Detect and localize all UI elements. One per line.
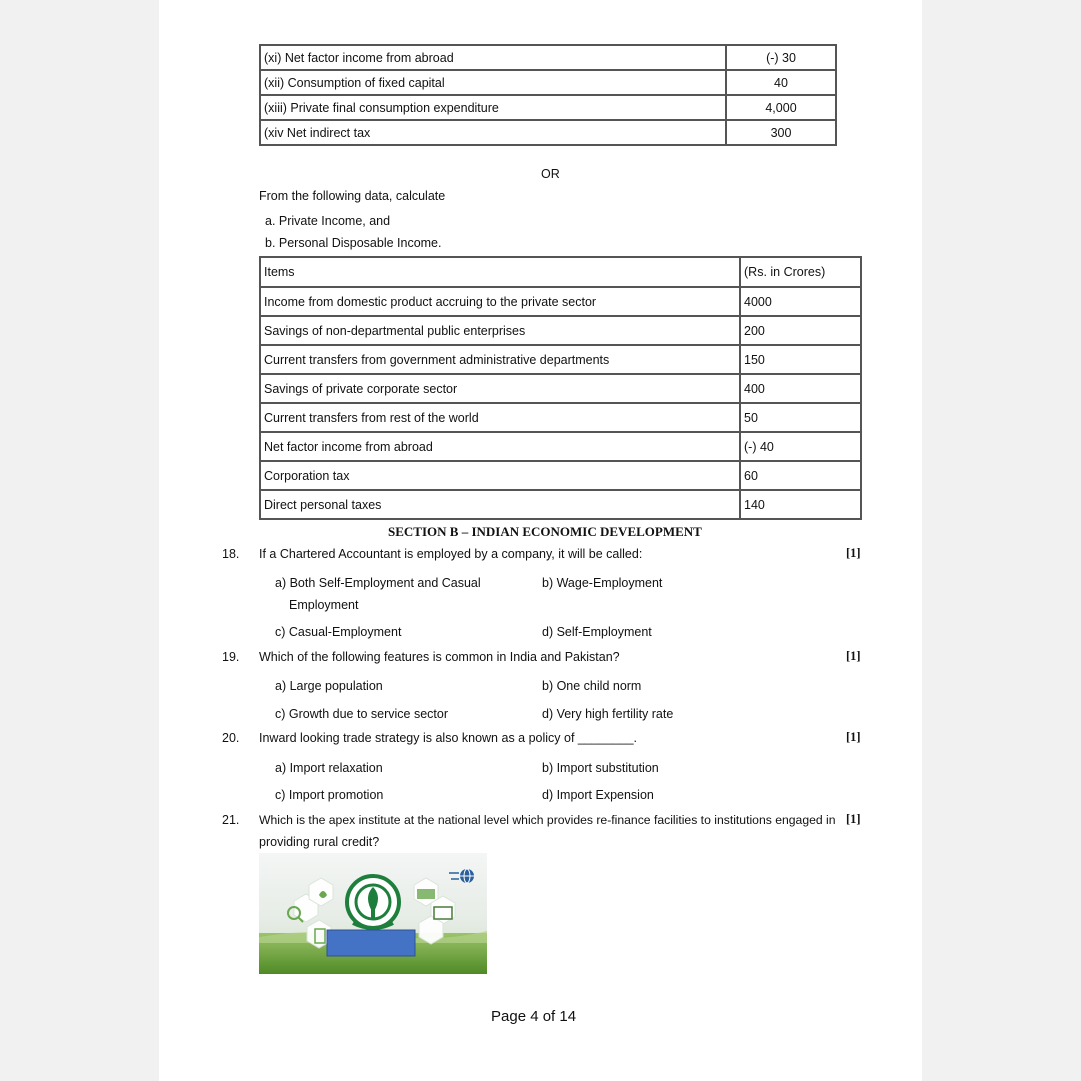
question-intro: From the following data, calculate	[259, 189, 446, 203]
option-c: c) Growth due to service sector	[275, 707, 448, 721]
table-header-row	[260, 257, 861, 287]
table-cell: 50	[740, 403, 861, 432]
table-cell: 4,000	[726, 95, 836, 120]
table-cell: 4000	[740, 287, 861, 316]
question-number: 19.	[222, 650, 240, 664]
marks-label: [1]	[846, 730, 861, 744]
question-text: Inward looking trade strategy is also known as a policy of ________.	[259, 731, 638, 745]
page-number: Page 4 of 14	[491, 1008, 577, 1025]
table-cell: (xiii) Private final consumption expenditure	[260, 95, 726, 120]
question-number: 21.	[222, 813, 240, 827]
table-row	[260, 316, 861, 345]
table-cell: 200	[740, 316, 861, 345]
document-page	[159, 0, 922, 1081]
table-row	[260, 95, 836, 120]
table-cell: Savings of private corporate sector	[260, 374, 740, 403]
question-part: a. Private Income, and	[265, 214, 391, 228]
table-row	[260, 345, 861, 374]
or-separator: OR	[541, 167, 560, 181]
table-cell: (-) 30	[726, 45, 836, 70]
question-text: If a Chartered Accountant is employed by a company, it will be called:	[259, 547, 643, 561]
table-cell: 40	[726, 70, 836, 95]
option-a: a) Import relaxation	[275, 761, 383, 775]
option-c: c) Casual-Employment	[275, 625, 402, 639]
table-cell: 400	[740, 374, 861, 403]
question-text-continued: providing rural credit?	[259, 835, 380, 849]
table-cell: (xi) Net factor income from abroad	[260, 45, 726, 70]
option-a-continued: Employment	[289, 598, 359, 612]
table-cell: Corporation tax	[260, 461, 740, 490]
question-text: Which of the following features is common in India and Pakistan?	[259, 650, 620, 664]
table-cell: 300	[726, 120, 836, 145]
table-cell: Direct personal taxes	[260, 490, 740, 519]
table-row	[260, 403, 861, 432]
option-c: c) Import promotion	[275, 788, 384, 802]
question-number: 20.	[222, 731, 240, 745]
marks-label: [1]	[846, 649, 861, 663]
marks-label: [1]	[846, 546, 861, 560]
option-d: d) Import Expension	[542, 788, 654, 802]
column-header: (Rs. in Crores)	[740, 257, 861, 287]
logo-illustration	[259, 853, 487, 974]
option-b: b) Wage-Employment	[542, 576, 663, 590]
table-cell: Savings of non-departmental public enterprises	[260, 316, 740, 345]
table-cell: Current transfers from government administrative departments	[260, 345, 740, 374]
table-row	[260, 490, 861, 519]
table-cell: (xiv Net indirect tax	[260, 120, 726, 145]
table-row	[260, 70, 836, 95]
table-cell: Current transfers from rest of the world	[260, 403, 740, 432]
option-d: d) Very high fertility rate	[542, 707, 674, 721]
table-row	[260, 461, 861, 490]
column-header: Items	[260, 257, 740, 287]
table-row	[260, 45, 836, 70]
institution-logo-image	[259, 853, 487, 974]
table-cell: Net factor income from abroad	[260, 432, 740, 461]
national-income-table	[259, 44, 837, 146]
option-b: b) Import substitution	[542, 761, 659, 775]
option-b: b) One child norm	[542, 679, 642, 693]
table-cell: 140	[740, 490, 861, 519]
table-row	[260, 374, 861, 403]
option-d: d) Self-Employment	[542, 625, 652, 639]
table-cell: 150	[740, 345, 861, 374]
table-row	[260, 432, 861, 461]
section-title: SECTION B – INDIAN ECONOMIC DEVELOPMENT	[388, 524, 702, 539]
option-a: a) Large population	[275, 679, 383, 693]
option-a: a) Both Self-Employment and Casual	[275, 576, 481, 590]
table-row	[260, 287, 861, 316]
question-part: b. Personal Disposable Income.	[265, 236, 442, 250]
marks-label: [1]	[846, 812, 861, 826]
table-cell: 60	[740, 461, 861, 490]
question-text: Which is the apex institute at the national level which provides re-finance facilities to institutions engaged in	[259, 813, 836, 827]
table-row	[260, 120, 836, 145]
table-cell: (xii) Consumption of fixed capital	[260, 70, 726, 95]
table-cell: Income from domestic product accruing to the private sector	[260, 287, 740, 316]
private-income-table	[259, 256, 862, 520]
table-cell: (-) 40	[740, 432, 861, 461]
question-number: 18.	[222, 547, 240, 561]
